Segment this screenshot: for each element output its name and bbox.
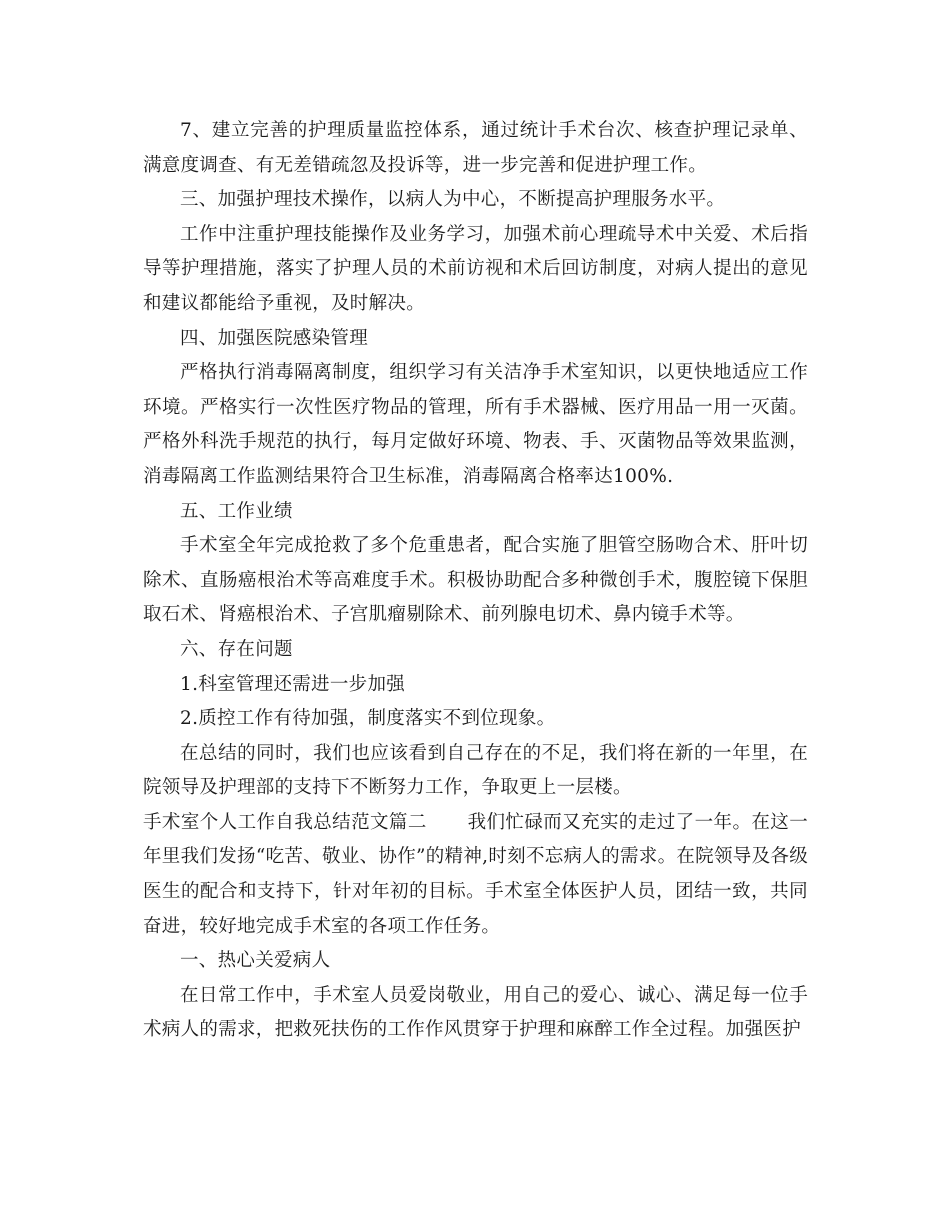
article-intro: 我们忙碌而又充实的走过了一年。在这一年里我们发扬“吃苦、敬业、协作”的精神,时刻不忘病人的需求。在院领导及各级医生的配合和支持下，针对年初的目标。手术室全体医护人员，团结一致，共同奋进，较好地完成手术室的各项工作任务。 (143, 811, 808, 937)
paragraph-disinfection: 严格执行消毒隔离制度，组织学习有关洁净手术室知识，以更快地适应工作环境。严格实行一次性医疗物品的管理，所有手术器械、医疗用品一用一灭菌。严格外科洗手规范的执行，每月定做好环境、物表、手、灭菌物品等效果监测，消毒隔离工作监测结果符合卫生标准，消毒隔离合格率达100%. (143, 362, 808, 487)
document-body (143, 114, 808, 1048)
paragraph-nursing-skills: 工作中注重护理技能操作及业务学习，加强术前心理疏导术中关爱、术后指导等护理措施，落实了护理人员的术前访视和术后回访制度，对病人提出的意见和建议都能给予重视，及时解决。 (143, 223, 808, 314)
paragraph-quality-monitoring: 7、建立完善的护理质量监控体系，通过统计手术台次、核查护理记录单、满意度调查、有无差错疏忽及投诉等，进一步完善和促进护理工作。 (143, 120, 808, 176)
paragraph-daily-work: 在日常工作中，手术室人员爱岗敬业，用自己的爱心、诚心、满足每一位手术病人的需求，把救死扶伤的工作作风贯穿于护理和麻醉工作全过程。加强医护 (143, 984, 808, 1041)
section-heading-care: 一、热心关爱病人 (180, 950, 331, 972)
paragraph-conclusion: 在总结的同时，我们也应该看到自己存在的不足，我们将在新的一年里，在院领导及护理部的支持下不断努力工作，争取更上一层楼。 (143, 742, 808, 799)
list-item-problem-2: 2.质控工作有待加强，制度落实不到位现象。 (180, 708, 556, 730)
article-intro-paragraph (143, 806, 808, 944)
list-item-problem-1: 1.科室管理还需进一步加强 (180, 673, 406, 695)
heading-nursing-technique: 三、加强护理技术操作，以病人为中心，不断提高护理服务水平。 (180, 189, 726, 211)
paragraph-performance: 手术室全年完成抢救了多个危重患者，配合实施了胆管空肠吻合术、肝叶切除术、直肠癌根治术等高难度手术。积极协助配合多种微创手术，腹腔镜下保胆取石术、肾癌根治术、子宫肌瘤剔除术、前列腺电切术、鼻内镜手术等。 (143, 535, 808, 626)
heading-problems: 六、存在问题 (180, 638, 293, 660)
heading-work-performance: 五、工作业绩 (180, 500, 293, 522)
heading-infection-management: 四、加强医院感染管理 (180, 327, 369, 349)
article-title: 手术室个人工作自我总结范文篇二 (143, 811, 427, 833)
